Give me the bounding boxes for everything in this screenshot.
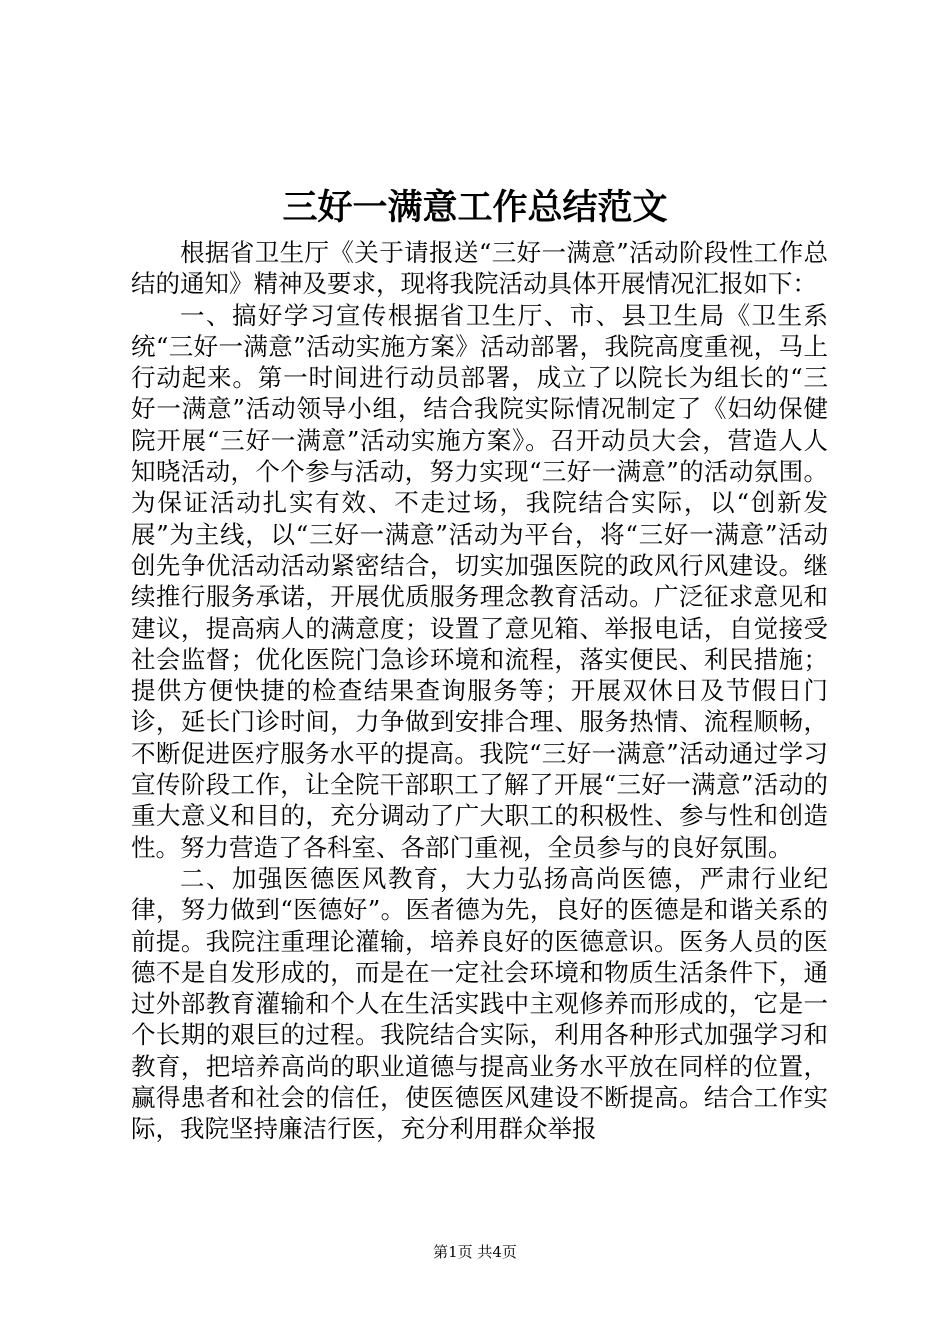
page-number-footer: 第1页 共4页 xyxy=(433,1243,517,1261)
paragraph-section-two: 二、加强医德医风教育，大力弘扬高尚医德，严肃行业纪律，努力做到“医德好”。医者德为先，良好的医德是和谐关系的前提。我院注重理论灌输，培养良好的医德意识。医务人员的医德不是自发形成的，而是在一定社会环境和物质生活条件下，通过外部教育灌输和个人在生活实践中主观修养而形成的，它是一个长期的艰巨的过程。我院结合实际，利用各种形式加强学习和教育，把培养高尚的职业道德与提高业务水平放在同样的位置，赢得患者和社会的信任，使医德医风建设不断提高。结合工作实际，我院坚持廉洁行医，充分利用群众举报 xyxy=(131,863,828,1144)
document-body xyxy=(131,237,828,1145)
document-title: 三好一满意工作总结范文 xyxy=(282,187,668,228)
paragraph-section-one: 一、搞好学习宣传根据省卫生厅、市、县卫生局《卫生系统“三好一满意”活动实施方案》活动部署，我院高度重视，马上行动起来。第一时间进行动员部署，成立了以院长为组长的“三好一满意”活动领导小组，结合我院实际情况制定了《妇幼保健院开展“三好一满意”活动实施方案》。召开动员大会，营造人人知晓活动，个个参与活动，努力实现“三好一满意”的活动氛围。为保证活动扎实有效、不走过场，我院结合实际，以“创新发展”为主线，以“三好一满意”活动为平台，将“三好一满意”活动创先争优活动活动紧密结合，切实加强医院的政风行风建设。继续推行服务承诺，开展优质服务理念教育活动。广泛征求意见和建议，提高病人的满意度；设置了意见箱、举报电话，自觉接受社会监督；优化医院门急诊环境和流程，落实便民、利民措施；提供方便快捷的检查结果查询服务等；开展双休日及节假日门诊，延长门诊时间，力争做到安排合理、服务热情、流程顺畅，不断促进医疗服务水平的提高。我院“三好一满意”活动通过学习宣传阶段工作，让全院干部职工了解了开展“三好一满意”活动的重大意义和目的，充分调动了广大职工的积极性、参与性和创造性。努力营造了各科室、各部门重视，全员参与的良好氛围。 xyxy=(131,300,828,862)
paragraph-intro: 根据省卫生厅《关于请报送“三好一满意”活动阶段性工作总结的通知》精神及要求，现将我院活动具体开展情况汇报如下： xyxy=(131,238,828,299)
